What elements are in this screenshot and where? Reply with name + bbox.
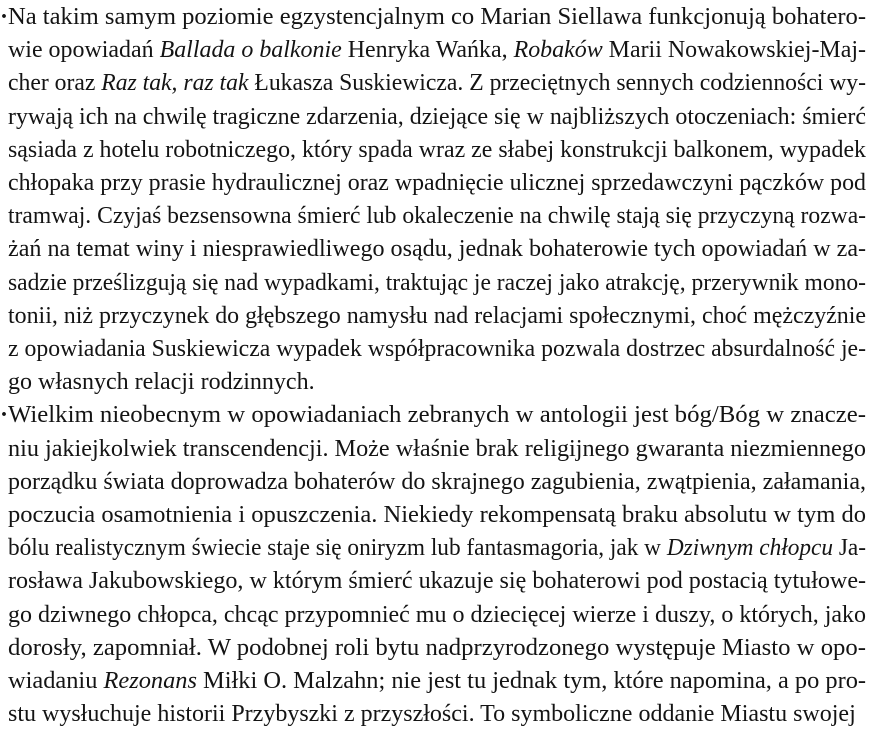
text-line (0, 332, 874, 367)
text-line (0, 598, 874, 633)
text-segment: wiadaniu (8, 668, 104, 694)
italic-title: Raz tak, raz tak (101, 70, 249, 97)
text-segment: niu jakiejkolwiek transcendencji. Może właśnie brak religijnego gwaranta niezmiennego (8, 435, 867, 462)
text-line (0, 166, 874, 201)
line-text (8, 332, 866, 367)
line-text (8, 66, 866, 101)
line-text (8, 365, 315, 400)
text-line (0, 564, 874, 599)
line-text (8, 631, 866, 666)
line-text (8, 100, 866, 135)
text-segment: stu wysłuchuje historii Przybyszki z przyszłości. To symboliczne oddanie Miastu swojej (8, 701, 856, 728)
italic-title: Ballada o balkonie (159, 37, 342, 64)
line-text (8, 166, 866, 201)
text-segment: Wielkim nieobecnym w opowiadaniach zebranych w antologii jest bóg/Bóg w znacze- (8, 402, 867, 429)
line-text (8, 465, 866, 500)
line-text (8, 199, 866, 234)
text-line (0, 266, 874, 301)
text-segment: rosława Jakubowskiego, w którym śmierć ukazuje się bohaterowi pod postacią tytułowe- (8, 568, 867, 595)
text-segment: go własnych relacji rodzinnych. (8, 369, 315, 396)
line-text (8, 133, 866, 168)
line-text (8, 664, 866, 699)
text-line (0, 0, 874, 35)
text-line (0, 232, 874, 267)
text-line (0, 398, 874, 433)
text-line (0, 133, 874, 168)
line-text (8, 432, 866, 467)
text-segment: z opowiadania Suskiewicza wypadek współpracownika pozwala dostrzec absurdalność je- (8, 336, 866, 362)
text-segment: Marii Nowakowskiej-Maj- (602, 37, 866, 64)
text-line (0, 531, 874, 566)
text-segment: żań na temat winy i niesprawiedliwego osądu, jednak bohaterowie tych opowiadań w za- (8, 236, 867, 263)
text-segment: poczucia osamotnienia i opuszczenia. Niekiedy rekompensatą braku absolutu w tym do (8, 502, 867, 528)
italic-title: Robaków (513, 37, 603, 64)
text-line (0, 465, 874, 500)
line-text (8, 564, 866, 599)
line-text (8, 697, 856, 732)
text-segment: sąsiada z hotelu robotniczego, który spada wraz ze słabej konstrukcji balkonem, wypadek (8, 136, 867, 163)
line-text (8, 299, 866, 334)
text-line (0, 100, 874, 135)
text-segment: chłopaka przy prasie hydraulicznej oraz wpadnięcie ulicznej sprzedawczyni pączków pod (8, 170, 866, 196)
text-segment: sadzie prześlizgują się nad wypadkami, traktując je raczej jako atrakcję, przerywnik mono- (8, 269, 866, 296)
text-segment: tonii, niż przyczynek do głębszego namysłu nad relacjami społecznymi, choć mężczyźnie (8, 302, 866, 329)
italic-title: Rezonans (103, 668, 197, 694)
text-line (0, 432, 874, 467)
text-line (0, 199, 874, 234)
line-text (8, 498, 866, 533)
text-segment: bólu realistycznym świecie staje się oniryzm lub fantasmagoria, jak w (8, 535, 667, 562)
italic-title: Dziwnym chłopcu (666, 535, 834, 562)
text-segment: wie opowiadań (8, 37, 160, 64)
text-segment: porządku świata doprowadza bohaterów do skrajnego zagubienia, zwątpienia, załamania, (8, 468, 866, 495)
text-line (0, 33, 874, 68)
line-text (8, 398, 866, 433)
text-line (0, 365, 874, 400)
text-line (0, 299, 874, 334)
text-segment: Henryka Wańka, (341, 37, 514, 64)
text-segment: Miłki O. Malzahn; nie jest tu jednak tym, które napomina, a po pro- (196, 668, 867, 694)
line-text (8, 232, 866, 267)
line-text (8, 531, 866, 566)
line-text (8, 598, 866, 633)
text-line (0, 66, 874, 101)
line-text (8, 33, 866, 68)
bullet-point: · (0, 4, 9, 30)
text-segment: tramwaj. Czyjaś bezsensowna śmierć lub okaleczenie na chwilę stają się przyczyną rozwa- (8, 203, 867, 230)
text-segment: go dziwnego chłopca, chcąc przypomnieć mu o dziecięcej wierze i duszy, o których, jako (8, 601, 867, 628)
text-line (0, 664, 874, 699)
line-text (8, 0, 866, 35)
text-segment: Na takim samym poziomie egzystencjalnym co Marian Siellawa funkcjonują bohatero- (8, 4, 867, 30)
text-line (0, 697, 874, 732)
text-segment: Ja- (833, 535, 866, 562)
line-text (8, 266, 866, 301)
text-segment: dorosły, zapomniał. W podobnej roli bytu nadprzyrodzonego występuje Miasto w opo- (8, 634, 866, 661)
text-segment: Łukasza Suskiewicza. Z przeciętnych sennych codzienności wy- (248, 70, 867, 97)
text-segment: cher oraz (8, 70, 102, 97)
text-segment: rywają ich na chwilę tragiczne zdarzenia, dziejące się w najbliższych otoczeniach: śmierć (8, 103, 866, 130)
text-line (0, 498, 874, 533)
bullet-point: · (0, 402, 9, 429)
text-line (0, 631, 874, 666)
